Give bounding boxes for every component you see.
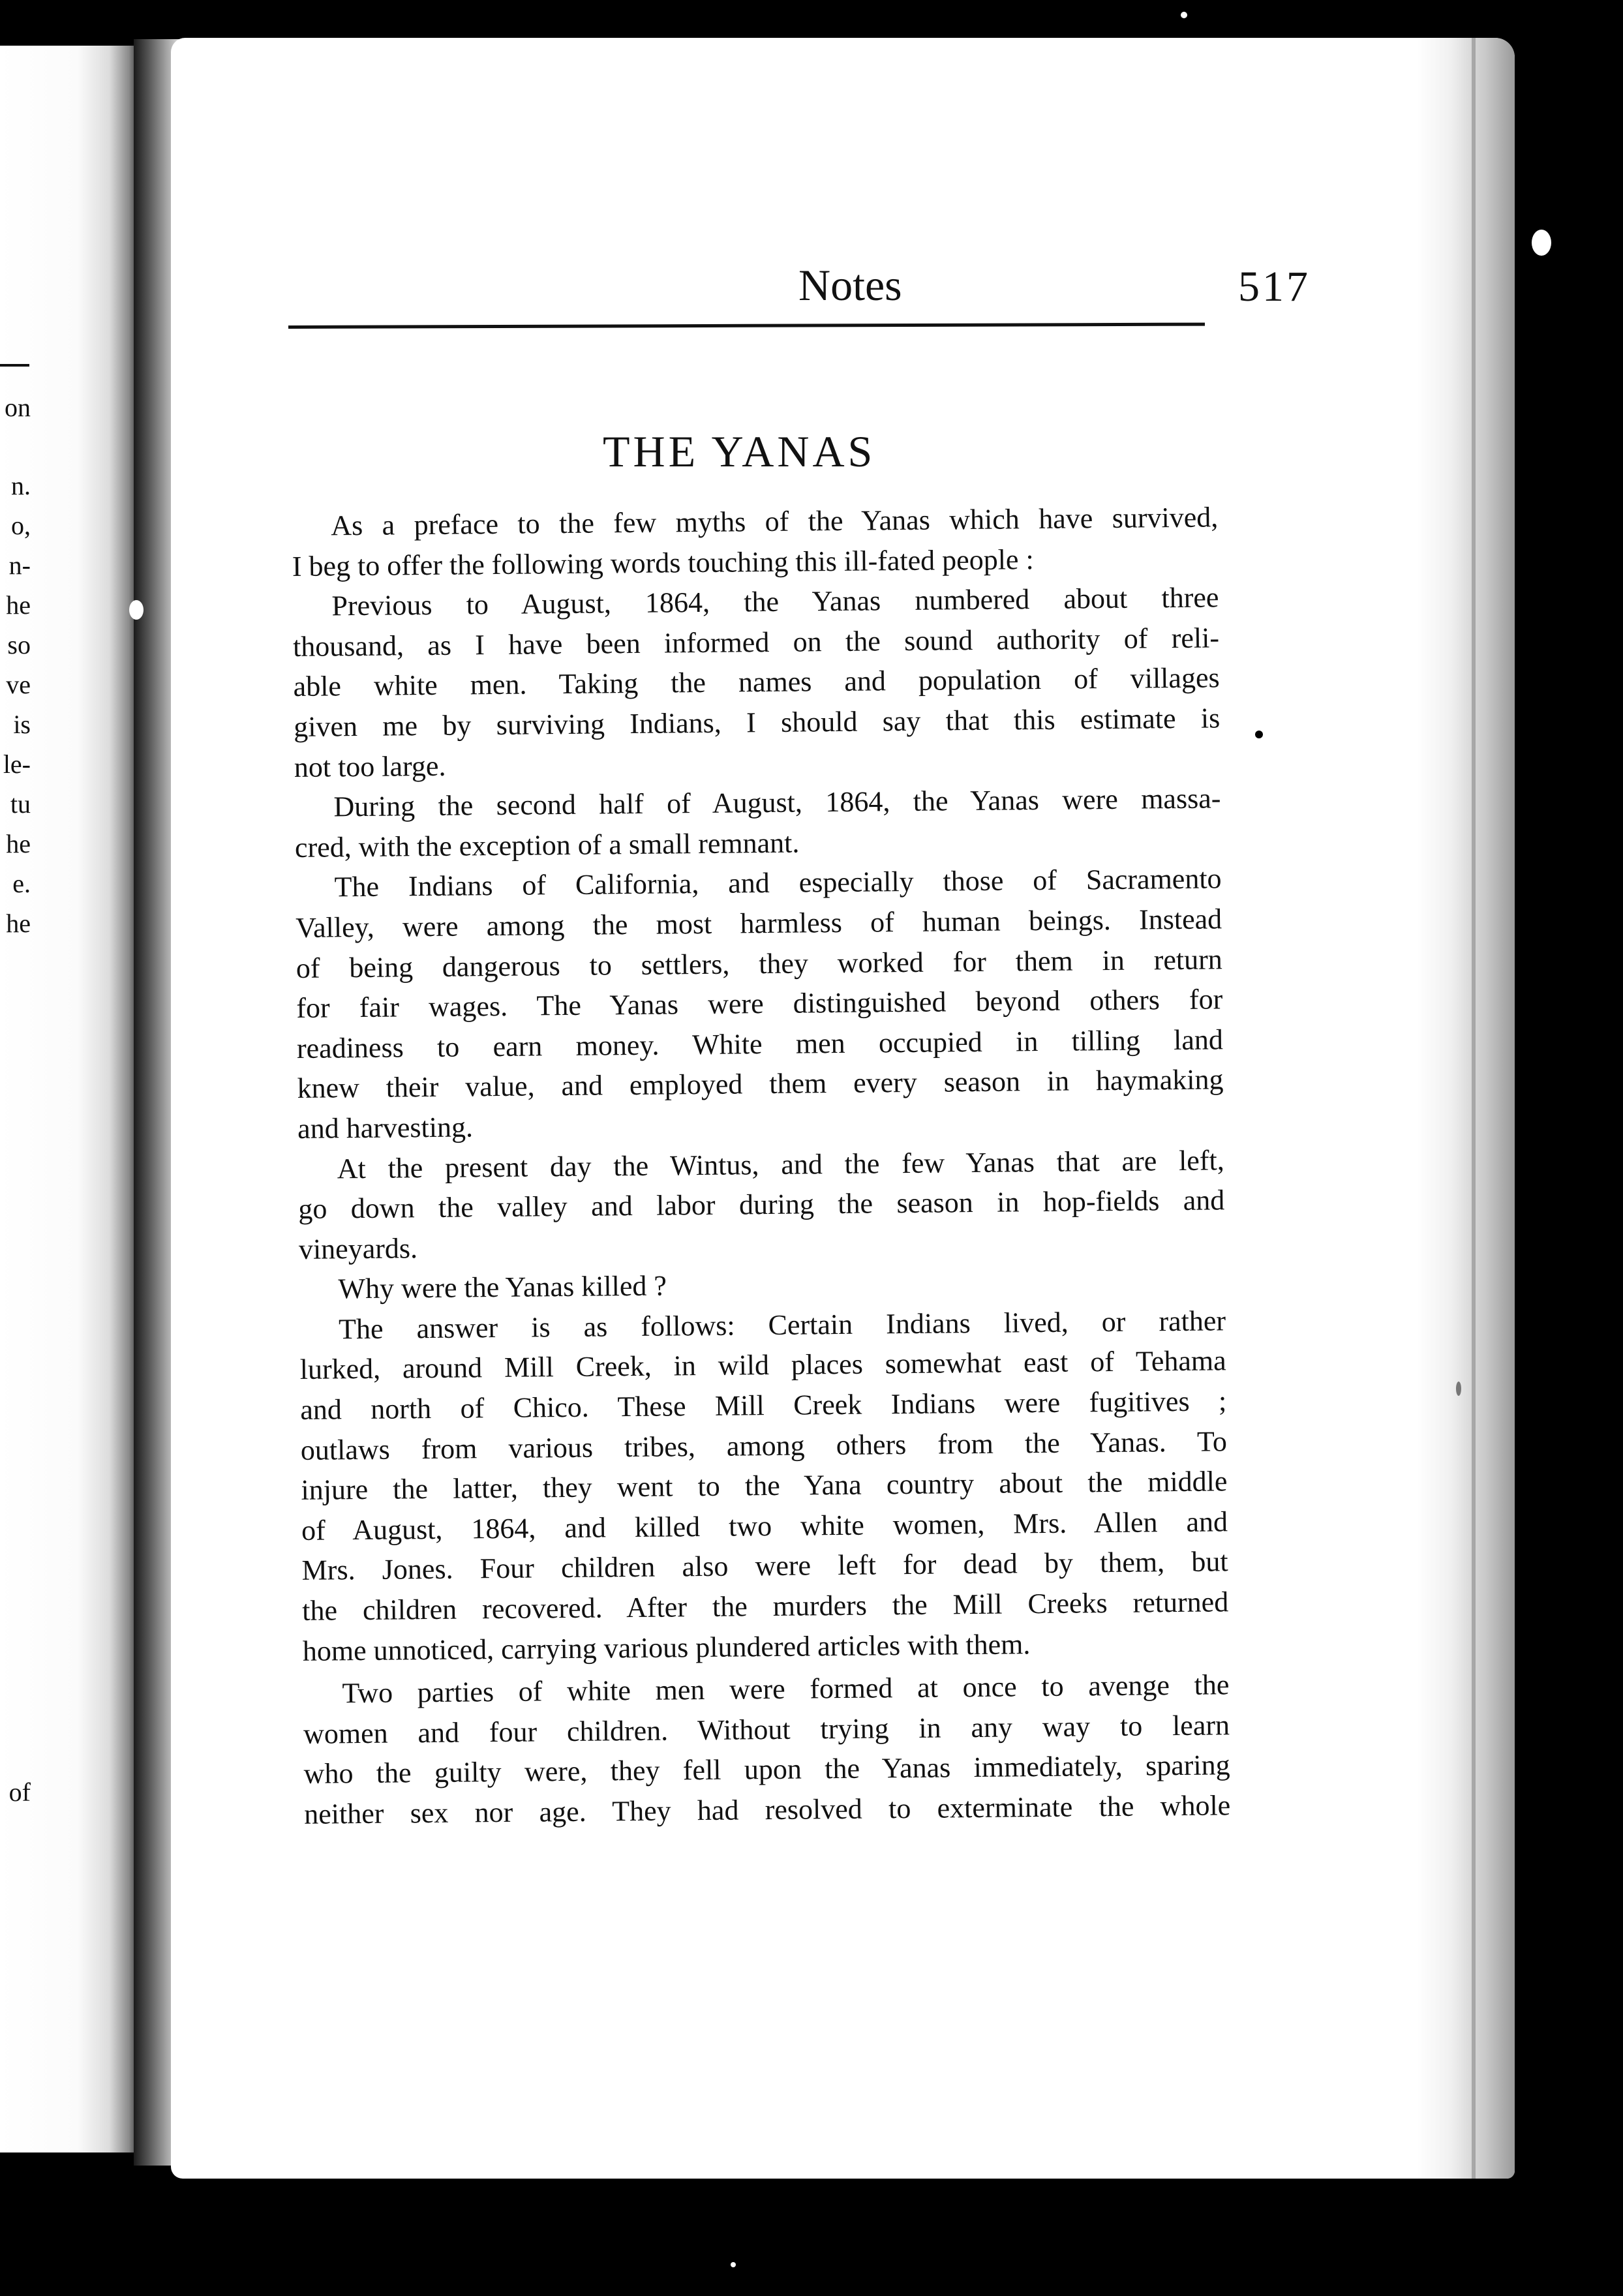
facing-page-fragment: e.	[12, 869, 31, 898]
text-line: and north of Chico. These Mill Creek Indians were fugitives ;	[300, 1385, 1227, 1426]
text-line: readiness to earn money. White men occupied in tilling land	[296, 1023, 1224, 1065]
text-line: lurked, around Mill Creek, in wild places somewhat east of Tehama	[299, 1344, 1226, 1386]
scan-speck	[129, 600, 144, 620]
text-line: home unnoticed, carrying various plundered articles with them.	[302, 1627, 1031, 1667]
page-edge-line	[1472, 38, 1476, 2179]
facing-page-fragment: n.	[11, 471, 31, 500]
text-line: Valley, were among the most harmless of human beings. Instead	[295, 903, 1222, 944]
facing-page-fragment: he	[6, 590, 31, 620]
facing-page-fragment: n-	[8, 551, 31, 580]
scan-speck	[1255, 731, 1263, 738]
text-line: able white men. Taking the names and population of villages	[293, 661, 1220, 703]
running-header	[288, 224, 1311, 310]
scan-speck	[1181, 12, 1187, 18]
facing-page	[0, 46, 140, 2152]
text-line: the children recovered. After the murders the Mill Creeks returned	[302, 1586, 1229, 1627]
header-rule	[288, 323, 1205, 329]
text-line: During the second half of August, 1864, the Yanas were massa-	[333, 782, 1221, 823]
facing-page-fragment: le-	[3, 749, 31, 779]
text-line: I beg to offer the following words touching this ill-fated people :	[292, 543, 1034, 582]
page-edge-shading	[1417, 38, 1515, 2179]
text-line: At the present day the Wintus, and the few Yanas that are left,	[337, 1143, 1224, 1185]
page	[171, 38, 1515, 2179]
text-line: not too large.	[294, 749, 446, 783]
text-line: women and four children. Without trying in any way to learn	[303, 1709, 1230, 1750]
facing-page-fragment: of	[8, 1777, 31, 1807]
facing-page-header-rule	[0, 364, 29, 367]
facing-page-fragment: tu	[10, 789, 31, 819]
body-text	[292, 497, 1230, 1834]
facing-page-fragment: ve	[6, 670, 31, 699]
text-line: The Indians of California, and especially those of Sacramento	[334, 862, 1222, 903]
page-number: 517	[1238, 263, 1311, 310]
text-line: outlaws from various tribes, among others from the Yanas. To	[300, 1425, 1228, 1466]
text-line: Two parties of white men were formed at once to avenge the	[342, 1669, 1230, 1710]
facing-page-fragment: he	[6, 909, 31, 938]
text-line: knew their value, and employed them every season in haymaking	[297, 1063, 1224, 1105]
facing-page-fragment: he	[6, 829, 31, 858]
text-line: injure the latter, they went to the Yana country about the middle	[301, 1465, 1228, 1507]
text-line: As a preface to the few myths of the Yanas which have survived,	[331, 501, 1219, 542]
text-line: Mrs. Jones. Four children also were left for dead by them, but	[301, 1545, 1228, 1587]
facing-page-fragment: on	[5, 393, 31, 422]
facing-page-fragment: so	[7, 630, 31, 659]
text-line: of being dangerous to settlers, they worked for them in return	[296, 943, 1222, 984]
scan-speck	[1532, 230, 1551, 256]
text-line: of August, 1864, and killed two white women, Mrs. Allen and	[301, 1505, 1228, 1547]
text-line: Previous to August, 1864, the Yanas numbered about three	[331, 581, 1219, 622]
scan-speck	[1456, 1382, 1461, 1396]
running-title: Notes	[798, 260, 902, 310]
text-line: go down the valley and labor during the season in hop-fields and	[298, 1184, 1225, 1226]
text-line: cred, with the exception of a small remnant.	[294, 826, 800, 864]
text-line: neither sex nor age. They had resolved to exterminate the whole	[304, 1789, 1231, 1830]
text-line: and harvesting.	[297, 1111, 474, 1145]
text-line: vineyards.	[298, 1231, 418, 1265]
text-line: Why were the Yanas killed ?	[338, 1269, 667, 1305]
text-line: who the guilty were, they fell upon the Yanas immediately, sparing	[303, 1749, 1230, 1790]
text-line: for fair wages. The Yanas were distinguished beyond others for	[296, 983, 1223, 1025]
text-line: thousand, as I have been informed on the sound authority of reli-	[292, 622, 1220, 663]
facing-page-fragment: is	[13, 710, 31, 739]
scan-speck	[731, 2262, 736, 2267]
section-title: THE YANAS	[603, 427, 876, 476]
text-line: given me by surviving Indians, I should say that this estimate is	[294, 702, 1221, 743]
facing-page-fragment: o,	[11, 511, 31, 540]
text-line: The answer is as follows: Certain Indians lived, or rather	[338, 1305, 1226, 1346]
